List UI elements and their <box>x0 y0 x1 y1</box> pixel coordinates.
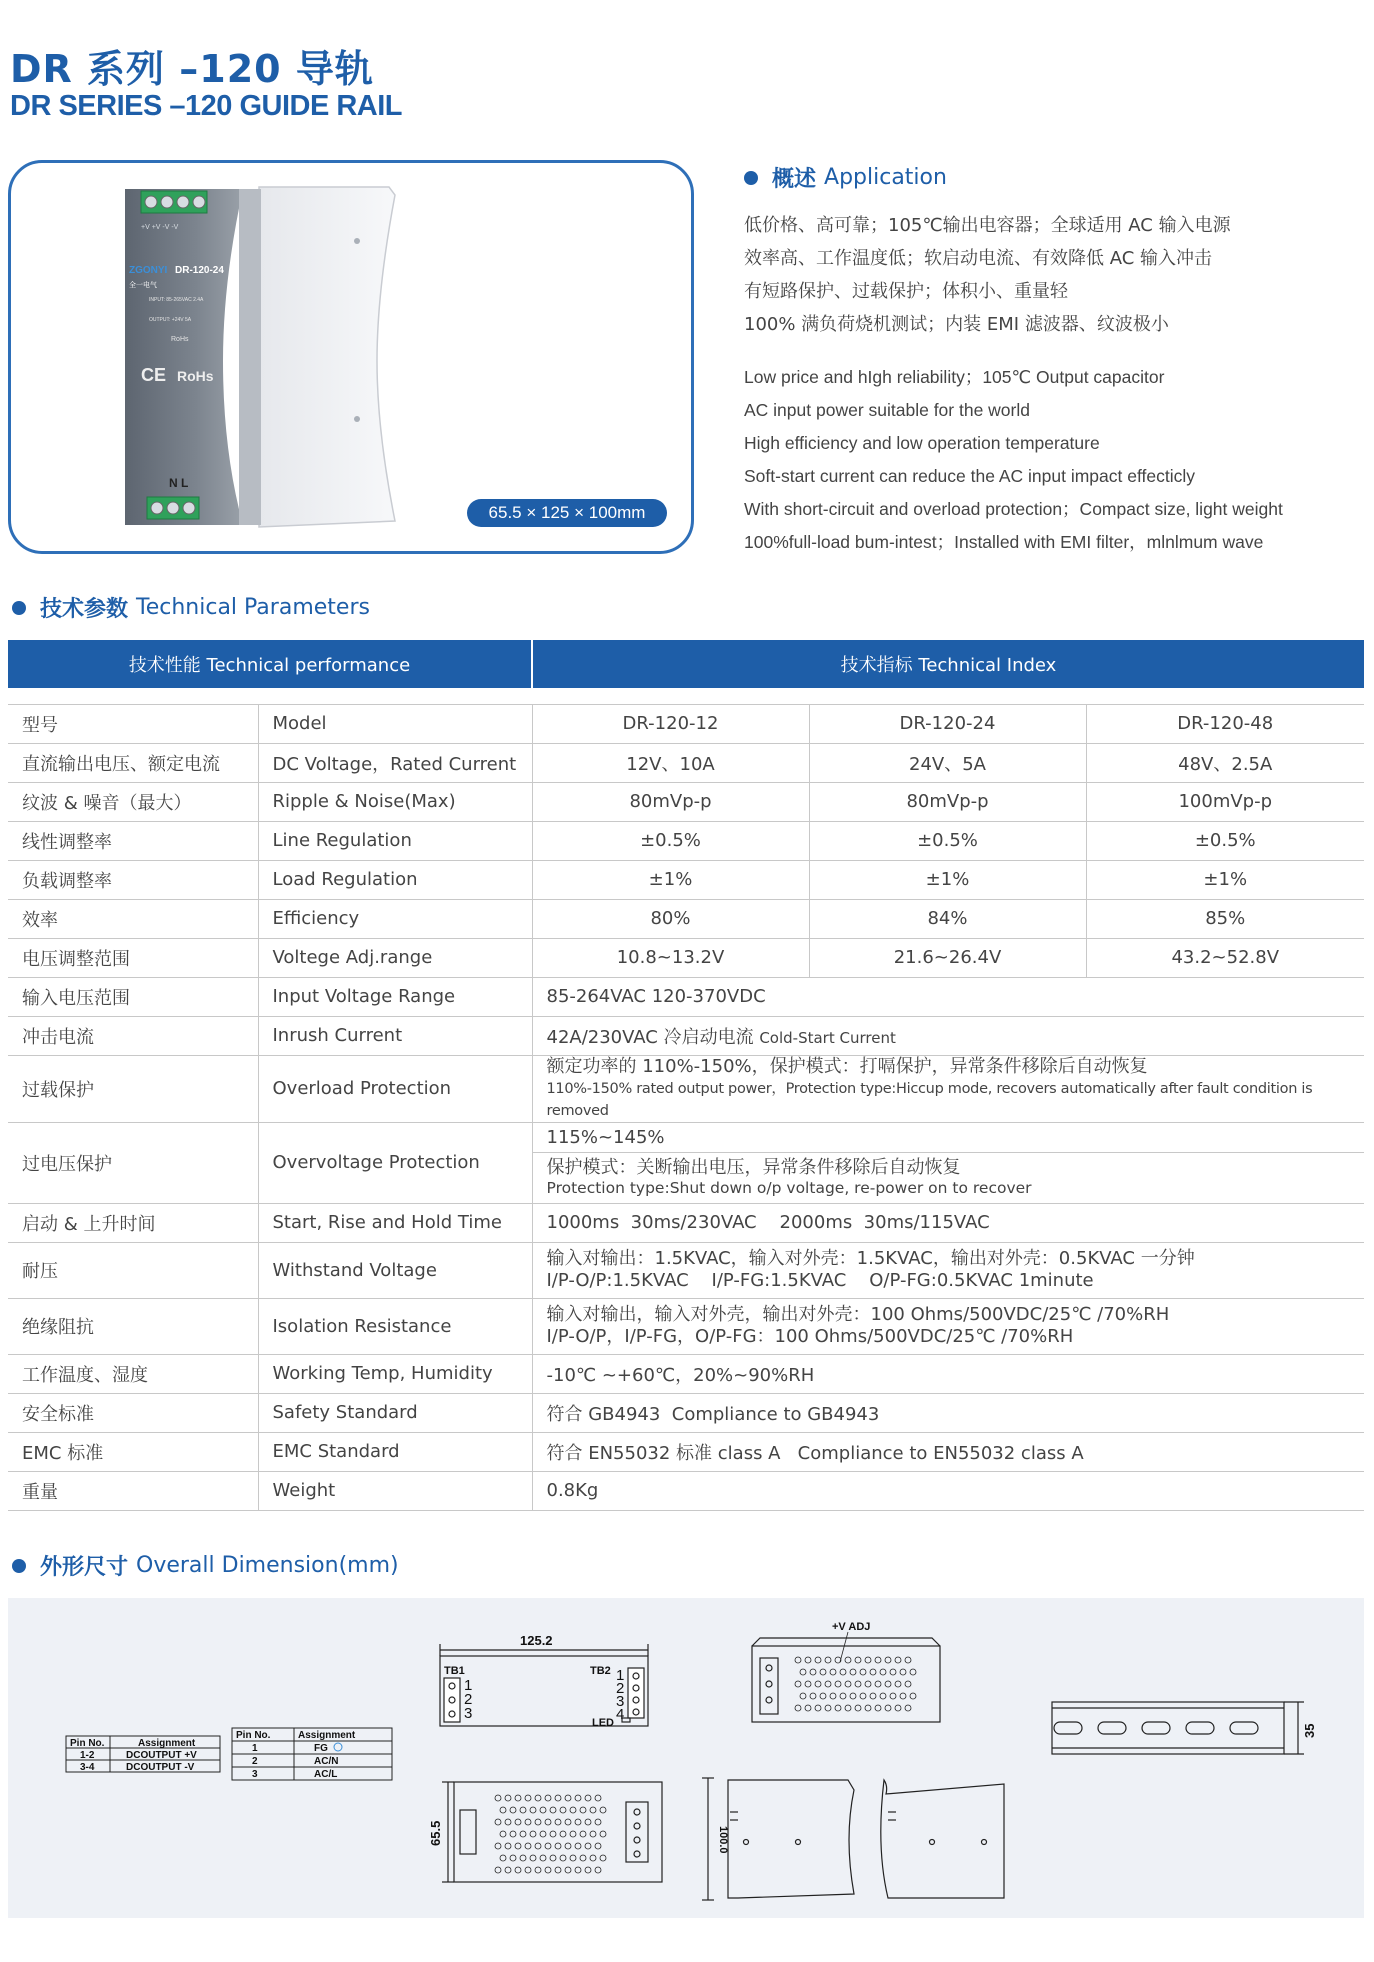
row-label-en: Isolation Resistance <box>258 1298 532 1354</box>
svg-text:INPUT: 85-265VAC 2.4A: INPUT: 85-265VAC 2.4A <box>149 297 204 303</box>
dimension-heading-cn: 外形尺寸 <box>40 1555 129 1580</box>
table-row <box>8 704 1364 743</box>
table-row <box>8 821 1364 860</box>
cell-value: 10.8~13.2V <box>532 938 809 977</box>
application-line: 有短路保护、过载保护；体积小、重量轻 <box>744 281 1068 302</box>
row-label-en: Withstand Voltage <box>258 1242 532 1298</box>
cell-value: ±1% <box>532 860 809 899</box>
page-title-en: DR SERIES –120 GUIDE RAIL <box>10 90 402 122</box>
row-label-en: EMC Standard <box>258 1432 532 1471</box>
application-line: 100% 满负荷烧机测试；内装 EMI 滤波器、纹波极小 <box>744 314 1169 335</box>
cell-value: 80mVp-p <box>532 782 809 821</box>
tech-heading-en: Technical Parameters <box>136 595 370 620</box>
table-row <box>8 782 1364 821</box>
pin2-r2c0: 3 <box>252 1769 258 1780</box>
pin1-h1: Assignment <box>138 1738 196 1749</box>
overvoltage-value-cn: 保护模式：关断输出电压，异常条件移除后自动恢复 <box>546 1156 961 1178</box>
pin1-r1c1: DCOUTPUT -V <box>126 1762 195 1773</box>
table-header-row <box>8 640 1364 688</box>
overvoltage-desc <box>533 1153 1365 1203</box>
pin2-r1c0: 2 <box>252 1756 258 1767</box>
application-list-cn <box>744 209 1364 341</box>
isolation-value-cn: 输入对输出，输入对外壳，输出对外壳：100 Ohms/500VDC/25℃ /70%RH <box>546 1304 1170 1325</box>
row-label-en: Weight <box>258 1471 532 1510</box>
dimension-pill: 65.5 × 125 × 100mm <box>467 499 667 527</box>
table-row <box>8 743 1364 782</box>
row-label-en: Safety Standard <box>258 1393 532 1432</box>
tb1-pin: 3 <box>464 1705 473 1722</box>
application-line: 低价格、高可靠；105℃输出电容器；全球适用 AC 输入电源 <box>744 215 1231 236</box>
side-top-view-drawing <box>752 1632 940 1722</box>
svg-text:RoHs: RoHs <box>171 336 189 343</box>
din-rail-drawing <box>1052 1702 1304 1754</box>
led-label: LED <box>592 1717 614 1729</box>
table-row <box>8 1203 1364 1242</box>
cell-value: 80mVp-p <box>809 782 1086 821</box>
row-label-en: Overvoltage Protection <box>258 1122 532 1203</box>
isolation-value-en: I/P-O/P，I/P-FG，O/P-FG：100 Ohms/500VDC/25℃ /70%RH <box>546 1326 1074 1347</box>
length-label: 125.2 <box>520 1633 553 1648</box>
table-row <box>8 1471 1364 1510</box>
row-label-cn: 重量 <box>8 1471 258 1510</box>
inrush-value: 42A/230VAC 冷启动电流 <box>546 1026 754 1048</box>
overload-value-cn: 额定功率的 110%-150%，保护模式：打嗝保护，异常条件移除后自动恢复 <box>546 1055 1148 1077</box>
pin1-h0: Pin No. <box>70 1738 105 1749</box>
svg-text:OUTPUT: +24V 5A: OUTPUT: +24V 5A <box>149 317 192 323</box>
row-label-cn: 输入电压范围 <box>8 977 258 1016</box>
table-row <box>8 1242 1364 1298</box>
withstand-value-cn: 输入对输出：1.5KVAC，输入对外壳：1.5KVAC，输出对外壳：0.5KVAC 一分钟 <box>546 1248 1195 1269</box>
bullet-icon <box>12 1559 26 1573</box>
cell-value: 0.8Kg <box>532 1471 1364 1510</box>
cell-value <box>532 1016 1364 1055</box>
row-label-en: Voltege Adj.range <box>258 938 532 977</box>
table-row <box>8 1354 1364 1393</box>
application-line: 100%full-load bum-intest；Installed with EMI filter，mlnlmum wave <box>744 532 1264 552</box>
row-label-cn: 过电压保护 <box>8 1122 258 1203</box>
table-row <box>8 1055 1364 1122</box>
parameters-table <box>8 640 1364 1511</box>
row-label-cn: 安全标准 <box>8 1393 258 1432</box>
dimension-heading-en: Overall Dimension(mm) <box>136 1553 399 1578</box>
row-label-en: Input Voltage Range <box>258 977 532 1016</box>
cell-value: DR-120-48 <box>1086 704 1364 743</box>
pin2-r1c1: AC/N <box>314 1756 339 1767</box>
row-label-cn: EMC 标准 <box>8 1432 258 1471</box>
tb1-label: TB1 <box>444 1665 465 1677</box>
pin1-r1c0: 3-4 <box>80 1762 95 1773</box>
table-row <box>8 899 1364 938</box>
table-row <box>8 1393 1364 1432</box>
table-row <box>8 1298 1364 1354</box>
application-line: High efficiency and low operation temperature <box>744 433 1100 453</box>
row-label-en: Line Regulation <box>258 821 532 860</box>
front-view-drawing <box>442 1782 662 1882</box>
tb2-pin: 1 <box>616 1667 625 1684</box>
product-image <box>119 181 411 537</box>
row-label-cn: 线性调整率 <box>8 821 258 860</box>
application-heading <box>744 162 1364 193</box>
fg-icon <box>334 1743 342 1751</box>
cell-value: 85% <box>1086 899 1364 938</box>
table-row <box>8 1432 1364 1471</box>
row-label-en: Ripple & Noise(Max) <box>258 782 532 821</box>
application-line: Low price and hIgh reliability；105℃ Output capacitor <box>744 367 1165 387</box>
pin2-h0: Pin No. <box>236 1730 271 1741</box>
tech-heading-cn: 技术参数 <box>40 597 129 622</box>
rail-label: 35 <box>1302 1723 1317 1738</box>
row-label-en: Model <box>258 704 532 743</box>
application-heading-cn: 概述 <box>772 167 817 192</box>
row-label-cn: 绝缘阻抗 <box>8 1298 258 1354</box>
cell-value: 符合 GB4943 Compliance to GB4943 <box>532 1393 1364 1432</box>
application-section <box>744 162 1364 559</box>
withstand-value-en: I/P-O/P:1.5KVAC I/P-FG:1.5KVAC O/P-FG:0.5KVAC 1minute <box>546 1270 1094 1291</box>
tech-heading <box>12 592 370 623</box>
depth-label: 100.0 <box>717 1826 729 1854</box>
tb2-label: TB2 <box>590 1665 611 1677</box>
row-label-en: Load Regulation <box>258 860 532 899</box>
row-label-cn: 冲击电流 <box>8 1016 258 1055</box>
row-label-en: Overload Protection <box>258 1055 532 1122</box>
cell-value: 84% <box>809 899 1086 938</box>
row-label-cn: 负载调整率 <box>8 860 258 899</box>
row-label-en: DC Voltage，Rated Current <box>258 743 532 782</box>
svg-text:DR-120-24: DR-120-24 <box>175 265 224 276</box>
application-line: With short-circuit and overload protection；Compact size, light weight <box>744 499 1283 519</box>
svg-text:ZGONYI: ZGONYI <box>129 265 168 276</box>
product-image-frame <box>8 160 694 554</box>
cell-value: ±1% <box>809 860 1086 899</box>
cell-value: ±1% <box>1086 860 1364 899</box>
row-label-en: Start, Rise and Hold Time <box>258 1203 532 1242</box>
table-row <box>8 1122 1364 1203</box>
cell-value <box>532 1298 1364 1354</box>
pin2-r2c1: AC/L <box>314 1769 338 1780</box>
cell-value <box>532 1242 1364 1298</box>
svg-text:RoHs: RoHs <box>177 368 214 384</box>
cell-value: 48V、2.5A <box>1086 743 1364 782</box>
cell-value: ±0.5% <box>809 821 1086 860</box>
application-line: AC input power suitable for the world <box>744 400 1030 420</box>
bullet-icon <box>744 171 758 185</box>
row-label-cn: 纹波 & 噪音（最大） <box>8 782 258 821</box>
cell-value: 12V、10A <box>532 743 809 782</box>
row-label-cn: 过载保护 <box>8 1055 258 1122</box>
row-label-cn: 耐压 <box>8 1242 258 1298</box>
cell-value: 21.6~26.4V <box>809 938 1086 977</box>
row-label-en: Efficiency <box>258 899 532 938</box>
svg-text:CE: CE <box>141 365 167 385</box>
overvoltage-value-en: Protection type:Shut down o/p voltage, re-power on to recover <box>546 1178 1032 1197</box>
tb2-pin: 2 <box>616 1680 625 1697</box>
table-row <box>8 1016 1364 1055</box>
cell-value <box>532 1122 1364 1203</box>
application-line: Soft-start current can reduce the AC input impact effecticly <box>744 466 1196 486</box>
application-line: 效率高、工作温度低；软启动电流、有效降低 AC 输入冲击 <box>744 248 1213 269</box>
row-label-en: Working Temp, Humidity <box>258 1354 532 1393</box>
row-label-cn: 直流输出电压、额定电流 <box>8 743 258 782</box>
svg-text:N L: N L <box>169 476 189 490</box>
svg-text:+V +V -V -V: +V +V -V -V <box>141 224 179 231</box>
cell-value <box>532 1055 1364 1122</box>
tb2-pin: 3 <box>616 1693 625 1710</box>
table-row <box>8 977 1364 1016</box>
adj-label: +V ADJ <box>832 1621 871 1633</box>
pin2-h1: Assignment <box>298 1730 356 1741</box>
tb2-pin: 4 <box>616 1706 625 1723</box>
table-row <box>8 938 1364 977</box>
cell-value: 1000ms 30ms/230VAC 2000ms 30ms/115VAC <box>532 1203 1364 1242</box>
height-label: 65.5 <box>428 1820 443 1846</box>
application-list-en <box>744 361 1364 559</box>
pin2-r0c1: FG <box>314 1743 328 1754</box>
cell-value: DR-120-24 <box>809 704 1086 743</box>
row-label-cn: 工作温度、湿度 <box>8 1354 258 1393</box>
page-title-cn: DR 系列 –120 导轨 <box>10 47 374 91</box>
overload-value-en: 110%-150% rated output power，Protection type:Hiccup mode, recovers automatically after fault condition is removed <box>546 1080 1313 1119</box>
cell-value: 符合 EN55032 标准 class A Compliance to EN55032 class A <box>532 1432 1364 1471</box>
col-header-index: 技术指标 Technical Index <box>532 640 1364 688</box>
svg-text:全一电气: 全一电气 <box>129 282 157 289</box>
cell-value: 100mVp-p <box>1086 782 1364 821</box>
cell-value: ±0.5% <box>1086 821 1364 860</box>
pin2-r0c0: 1 <box>252 1743 258 1754</box>
cell-value: ±0.5% <box>532 821 809 860</box>
bullet-icon <box>12 601 26 615</box>
inrush-note: Cold-Start Current <box>759 1028 896 1047</box>
row-label-cn: 电压调整范围 <box>8 938 258 977</box>
dimension-drawing-svg <box>8 1598 1364 1918</box>
tb1-pin: 1 <box>464 1677 473 1694</box>
pin1-r0c1: DCOUTPUT +V <box>126 1750 197 1761</box>
tb1-pin: 2 <box>464 1691 473 1708</box>
cell-value: 24V、5A <box>809 743 1086 782</box>
cell-value: DR-120-12 <box>532 704 809 743</box>
cell-value: 85-264VAC 120-370VDC <box>532 977 1364 1016</box>
row-label-cn: 启动 & 上升时间 <box>8 1203 258 1242</box>
row-label-en: Inrush Current <box>258 1016 532 1055</box>
cell-value: 43.2~52.8V <box>1086 938 1364 977</box>
col-header-performance: 技术性能 Technical performance <box>8 640 532 688</box>
row-label-cn: 型号 <box>8 704 258 743</box>
table-row <box>8 860 1364 899</box>
dimension-drawings <box>8 1598 1364 1918</box>
pin1-r0c0: 1-2 <box>80 1750 95 1761</box>
cell-value: 80% <box>532 899 809 938</box>
dimension-heading <box>12 1550 399 1581</box>
cell-value: -10℃ ~+60℃，20%~90%RH <box>532 1354 1364 1393</box>
application-heading-en: Application <box>824 165 947 190</box>
overvoltage-range: 115%~145% <box>533 1123 1365 1153</box>
row-label-cn: 效率 <box>8 899 258 938</box>
side-profile-drawing <box>702 1778 1004 1900</box>
